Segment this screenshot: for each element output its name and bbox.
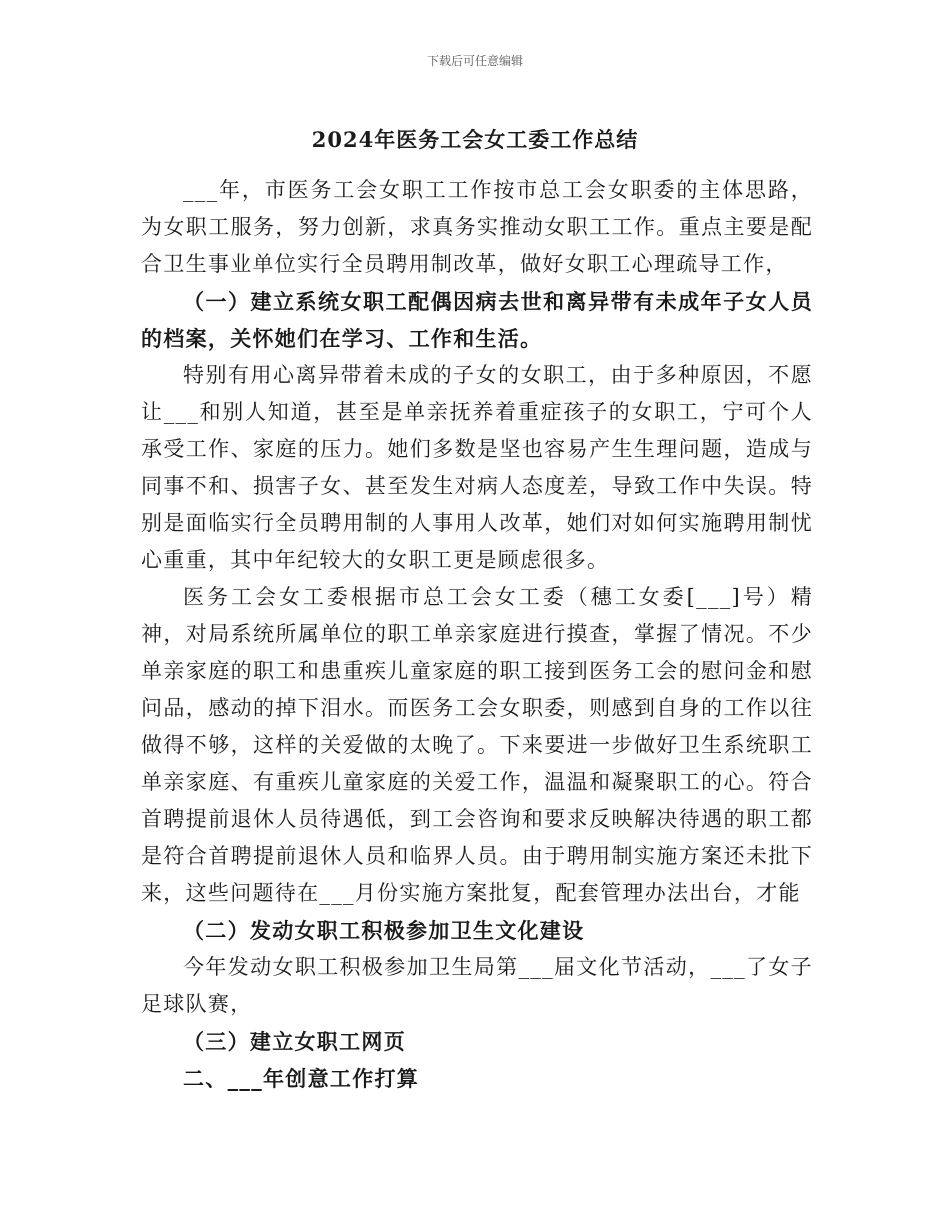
document-title: 2024年医务工会女工委工作总结 xyxy=(311,127,639,152)
section-heading-1: （一）建立系统女职工配偶因病去世和离异带有未成年子女人员的档案，关怀她们在学习、工作和生活。 xyxy=(141,289,813,351)
document-body xyxy=(141,172,813,1097)
paragraph-union-response: 医务工会女工委根据市总工会女工委（穗工女委[___]号）精神，对局系统所属单位的职工单亲家庭进行摸查，掌握了情况。不少单亲家庭的职工和患重疾儿童家庭的职工接到医务工会的慰问金和慰问品，感动的掉下泪水。而医务工会女职委，则感到自身的工作以往做得不够，这样的关爱做的太晚了。下来要进一步做好卫生系统职工单亲家庭、有重疾儿童家庭的关爱工作，温温和凝聚职工的心。符合首聘提前退休人员待遇低，到工会咨询和要求反映解决待遇的职工都是符合首聘提前退休人员和临界人员。由于聘用制实施方案还未批下来，这些问题待在___月份实施方案批复，配套管理办法出台，才能 xyxy=(141,585,813,905)
section-heading-2: （二）发动女职工积极参加卫生文化建设 xyxy=(183,918,585,943)
section-heading-4: 二、___年创意工作打算 xyxy=(183,1066,420,1091)
paragraph-single-parent: 特别有用心离异带着未成的子女的女职工，由于多种原因，不愿让___和别人知道，甚至是单亲抚养着重症孩子的女职工，宁可个人承受工作、家庭的压力。她们多数是坚也容易产生生理问题，造成与同事不和、损害子女、甚至发生对病人态度差，导致工作中失误。特别是面临实行全员聘用制的人事用人改革，她们对如何实施聘用制忧心重重，其中年纪较大的女职工更是顾虑很多。 xyxy=(141,363,813,572)
paragraph-culture: 今年发动女职工积极参加卫生局第___届文化节活动，___了女子足球队赛， xyxy=(141,955,813,1016)
header-note: 下载后可任意编辑 xyxy=(426,54,523,68)
section-heading-3: （三）建立女职工网页 xyxy=(183,1029,406,1054)
paragraph-intro: ___年，市医务工会女职工工作按市总工会女职委的主体思路，为女职工服务，努力创新，求真务实推动女职工工作。重点主要是配合卫生事业单位实行全员聘用制改革，做好女职工心理疏导工作， xyxy=(141,178,813,276)
